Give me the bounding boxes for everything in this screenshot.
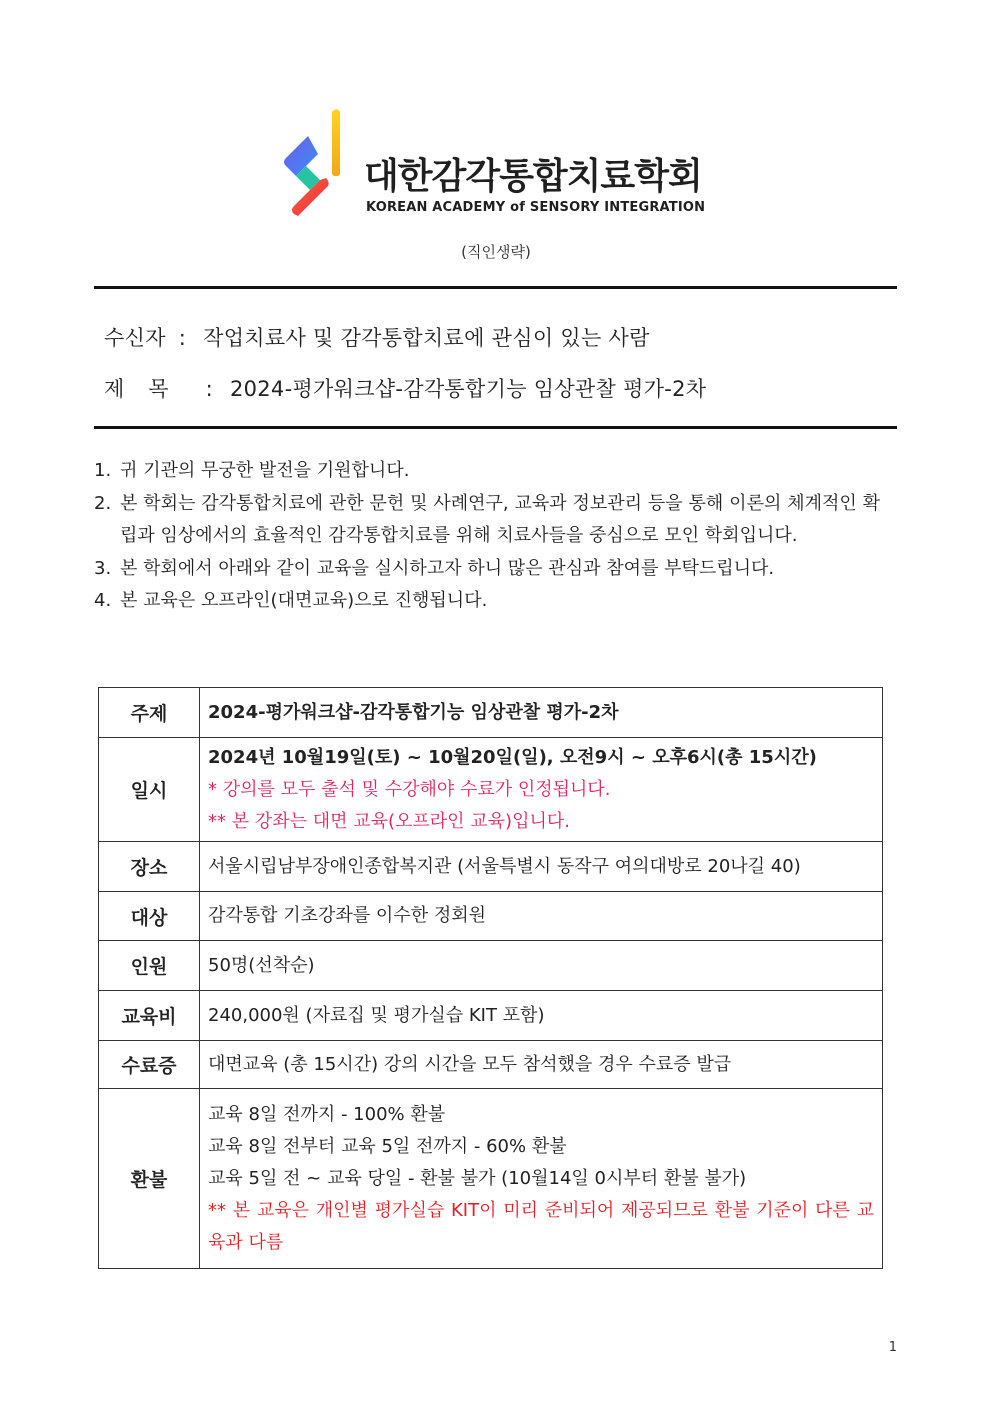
capacity-value: 50명(선착순) [208, 954, 315, 976]
table-row-target [99, 892, 883, 941]
table-row-topic [99, 688, 883, 738]
table-row-date [99, 738, 883, 842]
certificate-value-cell [200, 1041, 883, 1089]
seal-omitted-note: (직인생략) [461, 243, 531, 261]
paragraph-number: 4. [94, 590, 112, 611]
academy-name-korean: 대한감각통합치료학회 [364, 156, 702, 197]
place-label: 장소 [99, 842, 200, 892]
paragraph-3 [94, 553, 880, 586]
paragraph-number: 1. [94, 460, 112, 481]
fee-value-cell [200, 991, 883, 1041]
topic-value-cell [200, 688, 883, 738]
certificate-label: 수료증 [99, 1041, 200, 1089]
date-attendance-note: * 강의를 모두 출석 및 수강해야 수료가 인정됩니다. [208, 778, 611, 800]
refund-policy-line-3: 교육 5일 전 ~ 교육 당일 - 환불 불가 (10월14일 0시부터 환불 불가) [208, 1167, 747, 1189]
date-value: 2024년 10월19일(토) ~ 10월20일(일), 오전9시 ~ 오후6시(총 15시간) [208, 746, 817, 768]
paragraph-text: 본 교육은 오프라인(대면교육)으로 진행됩니다. [120, 590, 488, 611]
academy-logo-mark-icon [280, 106, 350, 218]
fee-value: 240,000원 (자료집 및 평가실습 KIT 포함) [208, 1004, 545, 1026]
refund-value-cell [200, 1089, 883, 1269]
date-value-cell [200, 738, 883, 842]
table-row-fee [99, 991, 883, 1041]
capacity-value-cell [200, 941, 883, 991]
recipient-label: 수신자 [104, 326, 166, 350]
table-row-capacity [99, 941, 883, 991]
course-info-table [98, 687, 883, 1269]
capacity-label: 인원 [99, 941, 200, 991]
certificate-value: 대면교육 (총 15시간) 강의 시간을 모두 참석했을 경우 수료증 발급 [208, 1053, 732, 1075]
recipient-separator: : [178, 326, 187, 350]
refund-label: 환불 [99, 1089, 200, 1269]
paragraph-text: 귀 기관의 무궁한 발전을 기원합니다. [120, 460, 410, 481]
date-label: 일시 [99, 738, 200, 842]
subject-label: 제목 [104, 377, 193, 401]
header-rule-top [94, 286, 897, 289]
refund-policy-line-1: 교육 8일 전까지 - 100% 환불 [208, 1103, 446, 1125]
paragraph-4 [94, 585, 880, 618]
table-row-place [99, 842, 883, 892]
body-paragraphs [94, 455, 880, 618]
subject-separator: : [205, 377, 213, 401]
subject-row [104, 373, 706, 403]
target-value: 감각통합 기초강좌를 이수한 정회원 [208, 905, 486, 926]
paragraph-number: 2. [94, 492, 112, 514]
place-value: 서울시립남부장애인종합복지관 (서울특별시 동작구 여의대방로 20나길 40) [208, 855, 801, 877]
subject-value: 2024-평가워크샵-감각통합기능 임상관찰 평가-2차 [229, 377, 707, 401]
table-row-certificate [99, 1041, 883, 1089]
fee-label: 교육비 [99, 991, 200, 1041]
header-rule-bottom [94, 426, 897, 429]
date-offline-note: ** 본 강좌는 대면 교육(오프라인 교육)입니다. [208, 810, 570, 832]
page-number: 1 [888, 1340, 897, 1355]
target-label: 대상 [99, 892, 200, 941]
recipient-value: 작업치료사 및 감각통합치료에 관심이 있는 사람 [203, 326, 650, 350]
paragraph-2 [94, 488, 880, 553]
academy-logo [280, 106, 720, 218]
refund-kit-note: ** 본 교육은 개인별 평가실습 KIT이 미리 준비되어 제공되므로 환불 기준이 다른 교육과 다름 [208, 1199, 874, 1253]
paragraph-number: 3. [94, 557, 112, 579]
academy-name-english: KOREAN ACADEMY of SENSORY INTEGRATION [366, 200, 706, 215]
paragraph-text: 본 학회는 감각통합치료에 관한 문헌 및 사례연구, 교육과 정보관리 등을 통해 이론의 체계적인 확립과 임상에서의 효율적인 감각통합치료를 위해 치료사들을 중심으로 모인 학회입니다. [120, 492, 880, 546]
paragraph-text: 본 학회에서 아래와 같이 교육을 실시하고자 하니 많은 관심과 참여를 부탁드립니다. [120, 557, 775, 579]
place-value-cell [200, 842, 883, 892]
target-value-cell [200, 892, 883, 941]
recipient-row [104, 322, 650, 352]
refund-policy-line-2: 교육 8일 전부터 교육 5일 전까지 - 60% 환불 [208, 1135, 567, 1157]
paragraph-1 [94, 455, 880, 488]
table-row-refund [99, 1089, 883, 1269]
topic-value: 2024-평가워크샵-감각통합기능 임상관찰 평가-2차 [208, 701, 619, 723]
topic-label: 주제 [99, 688, 200, 738]
